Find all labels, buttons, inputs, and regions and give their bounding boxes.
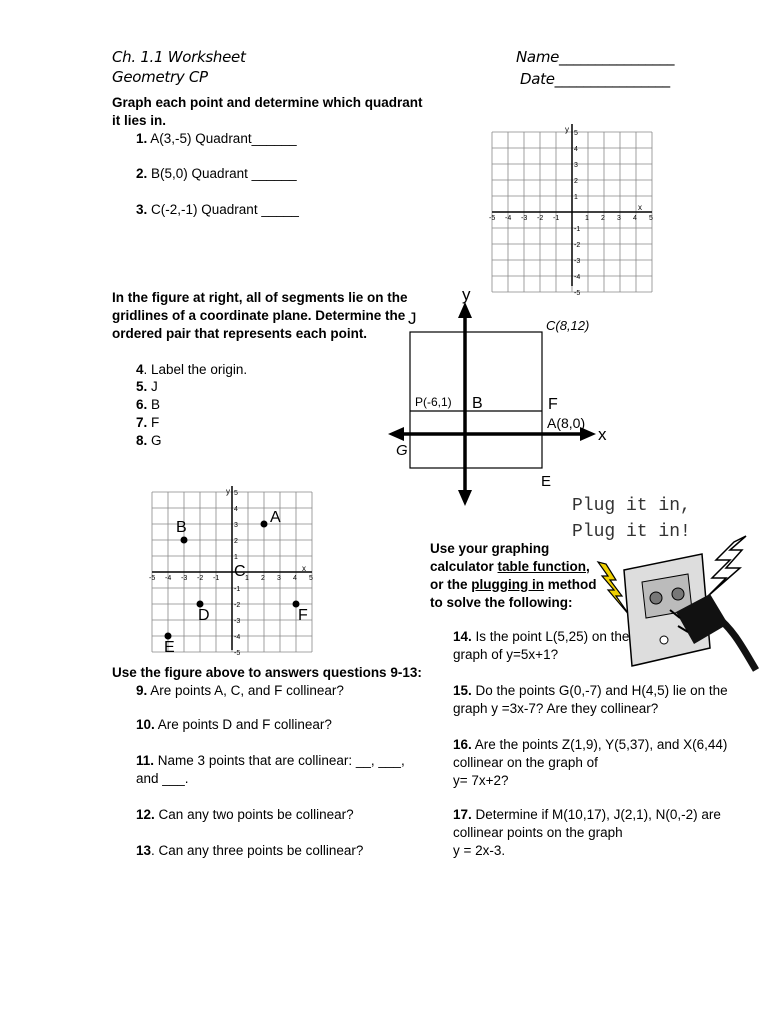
question-12: 12. Can any two points be collinear? — [136, 807, 354, 822]
name-field[interactable]: Name________________ — [516, 48, 675, 66]
y-tick-label: 2 — [574, 178, 578, 185]
question-9: 9. Are points A, C, and F collinear? — [136, 683, 344, 698]
y-tick-label: -5 — [574, 290, 581, 297]
y-tick-label: -5 — [234, 650, 241, 657]
point-j-label: J — [408, 309, 417, 328]
x-tick-label: -5 — [489, 215, 496, 222]
x-axis-label: x — [638, 203, 642, 212]
question-1: 1. A(3,-5) Quadrant______ — [136, 131, 297, 146]
y-tick-label: 5 — [574, 130, 578, 137]
point-a — [261, 521, 268, 528]
point-e-label: E — [541, 473, 552, 490]
x-tick-label: -2 — [197, 575, 204, 582]
question-6: 6. B — [136, 397, 161, 412]
y-axis-label: y — [226, 487, 230, 496]
x-tick-label: -3 — [181, 575, 188, 582]
y-tick-label: 2 — [234, 538, 238, 545]
section3-instructions: Use the figure above to answers questions 9-13: — [112, 665, 422, 680]
question-15: 15. Do the points G(0,-7) and H(4,5) lie on the graph y =3x-7? Are they collinear? — [453, 683, 728, 716]
question-16: 16. Are the points Z(1,9), Y(5,37), and X(6,44) collinear on the graph of y= 7x+2? — [453, 737, 728, 788]
y-axis-label: y — [565, 125, 569, 134]
question-14: 14. Is the point L(5,25) on the graph of y=5x+1? — [453, 629, 630, 662]
question-5: 5. J — [136, 379, 158, 394]
point-b — [181, 537, 188, 544]
y-tick-label: 4 — [574, 146, 578, 153]
question-4: 4. Label the origin. — [136, 362, 248, 377]
y-tick-label: -4 — [574, 274, 581, 281]
question-2: 2. B(5,0) Quadrant ______ — [136, 166, 297, 181]
y-tick-label: -1 — [234, 586, 241, 593]
y-tick-label: 1 — [234, 554, 238, 561]
worksheet-title: Ch. 1.1 Worksheet — [112, 48, 246, 66]
x-tick-label: 3 — [277, 575, 281, 582]
question-7: 7. F — [136, 415, 160, 430]
y-tick-label: -3 — [234, 618, 241, 625]
x-axis-label: x — [598, 425, 607, 444]
date-field[interactable]: Date________________ — [520, 70, 670, 88]
point-b-label: B — [472, 395, 483, 412]
plug-line-1: Plug it in, — [572, 496, 691, 516]
question-11-cont: and ___. — [136, 771, 189, 786]
y-tick-label: -4 — [234, 634, 241, 641]
x-tick-label: -5 — [149, 575, 156, 582]
section1-instructions: Graph each point and determine which quadrant it lies in. — [112, 95, 423, 128]
section2-instructions: In the figure at right, all of segments lie on the gridlines of a coordinate plane. Determine the ordered pair that represents each point. — [112, 290, 408, 341]
x-tick-label: 2 — [601, 215, 605, 222]
point-f-label: F — [548, 396, 558, 413]
y-tick-label: 3 — [574, 162, 578, 169]
segment-figure — [386, 284, 626, 514]
point-label-a: A — [270, 509, 281, 526]
coordinate-grid-points — [148, 482, 320, 657]
x-axis-label: x — [302, 564, 306, 573]
question-3: 3. C(-2,-1) Quadrant _____ — [136, 202, 299, 217]
y-tick-label: 5 — [234, 490, 238, 497]
point-label-e: E — [164, 639, 175, 656]
course-name: Geometry CP — [112, 68, 208, 86]
y-tick-label: 1 — [574, 194, 578, 201]
point-c-label: C(8,12) — [546, 318, 590, 333]
point-label-d: D — [198, 607, 210, 624]
y-tick-label: 4 — [234, 506, 238, 513]
y-tick-label: -1 — [574, 226, 581, 233]
x-tick-label: 2 — [261, 575, 265, 582]
point-a-label: A(8,0) — [547, 415, 586, 431]
y-tick-label: -2 — [574, 242, 581, 249]
question-10: 10. Are points D and F collinear? — [136, 717, 332, 732]
plug-line-2: Plug it in! — [572, 522, 691, 542]
y-axis-label: y — [462, 285, 471, 304]
x-tick-label: 1 — [585, 215, 589, 222]
point-label-c: C — [234, 563, 246, 580]
point-label-f: F — [298, 607, 308, 624]
x-tick-label: -4 — [165, 575, 172, 582]
question-8: 8. G — [136, 433, 162, 448]
coordinate-grid-blank[interactable] — [488, 120, 658, 297]
x-tick-label: -1 — [213, 575, 220, 582]
x-tick-label: 5 — [649, 215, 653, 222]
y-tick-label: 3 — [234, 522, 238, 529]
x-tick-label: -4 — [505, 215, 512, 222]
point-g-label: G — [396, 442, 408, 459]
x-tick-label: 4 — [633, 215, 637, 222]
y-tick-label: -2 — [234, 602, 241, 609]
point-label-b: B — [176, 519, 187, 536]
x-tick-label: 5 — [309, 575, 313, 582]
section4-instructions: Use your graphing calculator table function, or the plugging in method to solve the following: — [430, 541, 597, 610]
lightning-icon — [708, 536, 746, 596]
point-p-label: P(-6,1) — [415, 395, 452, 409]
y-tick-label: -3 — [574, 258, 581, 265]
x-tick-label: -1 — [553, 215, 560, 222]
x-tick-label: -3 — [521, 215, 528, 222]
question-17: 17. Determine if M(10,17), J(2,1), N(0,-2) are collinear points on the graph y = 2x-3. — [453, 807, 721, 858]
x-tick-label: -2 — [537, 215, 544, 222]
x-tick-label: 1 — [245, 575, 249, 582]
x-tick-label: 3 — [617, 215, 621, 222]
question-11: 11. Name 3 points that are collinear: __, ___, — [136, 753, 405, 768]
x-tick-label: 4 — [293, 575, 297, 582]
question-13: 13. Can any three points be collinear? — [136, 843, 364, 858]
